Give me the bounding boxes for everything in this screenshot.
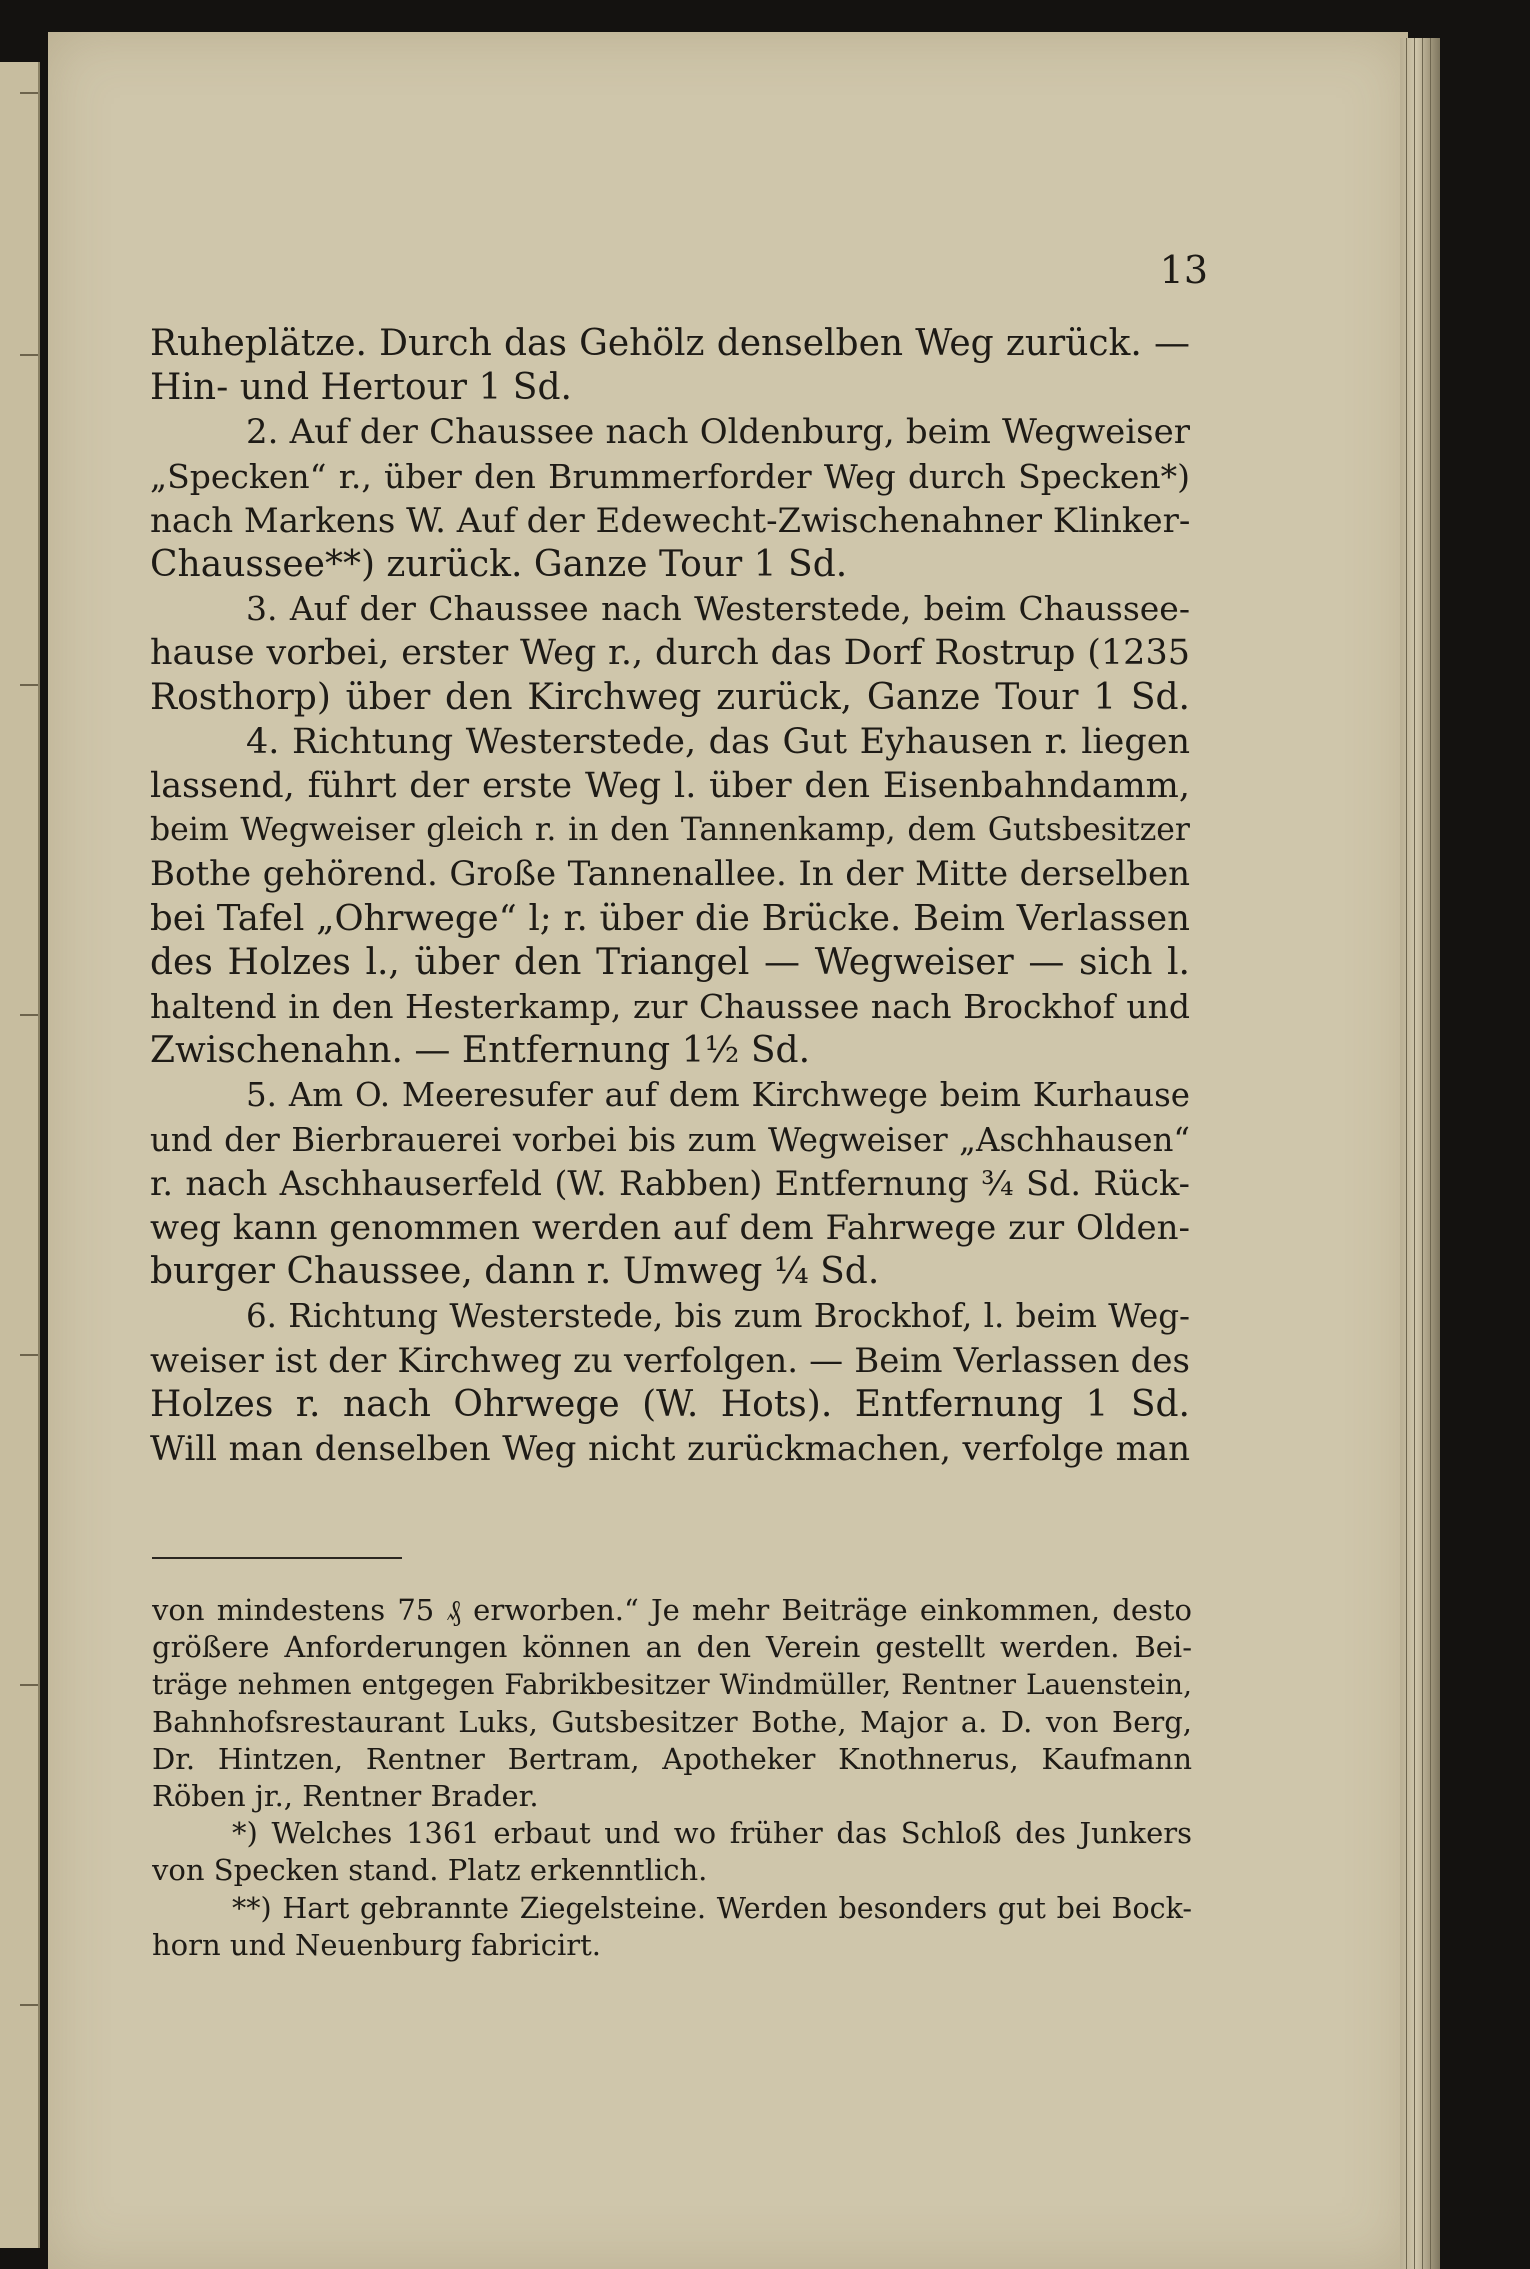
text-line: nach Markens W. Auf der Edewecht-Zwischenahner Klinker- (150, 500, 1190, 541)
binding-tick (20, 1354, 38, 1356)
binding-tick (20, 1014, 38, 1016)
text-line: und der Bierbrauerei vorbei bis zum Wegweiser „Aschhausen“ (150, 1120, 1190, 1159)
text-line: hause vorbei, erster Weg r., durch das Dorf Rostrup (1235 (150, 633, 1190, 674)
text-line: Chaussee**) zurück. Ganze Tour 1 Sd. (150, 544, 848, 586)
text-line: 2. Auf der Chaussee nach Oldenburg, beim Wegweiser (246, 412, 1190, 453)
text-line: r. nach Aschhauserfeld (W. Rabben) Entfernung ¾ Sd. Rück- (150, 1163, 1190, 1203)
footnote-line: horn und Neuenburg fabricirt. (152, 1927, 601, 1962)
body-text (150, 322, 1190, 1471)
footnote-line: von mindestens 75 ₰ erworben.“ Je mehr Beiträge einkommen, desto (152, 1593, 1192, 1627)
text-line: Will man denselben Weg nicht zurückmachen, verfolge man (150, 1429, 1190, 1470)
text-line: des Holzes l., über den Triangel — Wegweiser — sich l. (150, 941, 1190, 983)
text-line: 6. Richtung Westerstede, bis zum Brockhof, l. beim Weg- (246, 1297, 1190, 1336)
text-line: 4. Richtung Westerstede, das Gut Eyhausen r. liegen (246, 721, 1190, 762)
text-line: bei Tafel „Ohrwege“ l; r. über die Brücke. Beim Verlassen (150, 897, 1190, 939)
footnote-line: von Specken stand. Platz erkenntlich. (152, 1853, 708, 1888)
text-line: Holzes r. nach Ohrwege (W. Hots). Entfernung 1 Sd. (150, 1383, 1190, 1425)
text-line: Hin- und Hertour 1 Sd. (150, 367, 572, 409)
text-line: burger Chaussee, dann r. Umweg ¼ Sd. (150, 1251, 880, 1293)
left-page-edge (0, 62, 40, 2248)
text-line: Zwischenahn. — Entfernung 1½ Sd. (150, 1030, 811, 1072)
footnotes (152, 1592, 1192, 1964)
text-line: weiser ist der Kirchweg zu verfolgen. — Beim Verlassen des (150, 1340, 1190, 1381)
binding-tick (20, 2004, 38, 2006)
page-stack-edge (1400, 38, 1440, 2269)
text-line: Bothe gehörend. Große Tannenallee. In der Mitte derselben (150, 854, 1190, 895)
footnote-line: träge nehmen entgegen Fabrikbesitzer Windmüller, Rentner Lauenstein, (152, 1668, 1192, 1702)
text-line: „Specken“ r., über den Brummerforder Weg durch Specken*) (150, 456, 1190, 496)
footnote-line: größere Anforderungen können an den Verein gestellt werden. Bei- (152, 1630, 1192, 1665)
binding-tick (20, 92, 38, 94)
text-line: beim Wegweiser gleich r. in den Tannenkamp, dem Gutsbesitzer (150, 812, 1190, 849)
text-line: 5. Am O. Meeresufer auf dem Kirchwege beim Kurhause (246, 1076, 1190, 1115)
text-line: weg kann genommen werden auf dem Fahrwege zur Olden- (150, 1208, 1190, 1249)
text-line: lassend, führt der erste Weg l. über den Eisenbahndamm, (150, 766, 1190, 807)
binding-tick (20, 684, 38, 686)
binding-tick (20, 354, 38, 356)
footnote-line: Röben jr., Rentner Brader. (152, 1779, 539, 1814)
binding-tick (20, 1684, 38, 1686)
footnote-divider (152, 1557, 402, 1559)
text-line: Rosthorp) über den Kirchweg zurück, Ganze Tour 1 Sd. (150, 676, 1190, 718)
text-line: Ruheplätze. Durch das Gehölz denselben Weg zurück. — (150, 323, 1190, 364)
footnote-line: **) Hart gebrannte Ziegelsteine. Werden besonders gut bei Bock- (232, 1891, 1192, 1925)
page-number: 13 (1159, 248, 1208, 292)
footnote-line: Bahnhofsrestaurant Luks, Gutsbesitzer Bothe, Major a. D. von Berg, (152, 1704, 1192, 1739)
text-line: haltend in den Hesterkamp, zur Chaussee nach Brockhof und (150, 987, 1190, 1027)
footnote-line: Dr. Hintzen, Rentner Bertram, Apotheker Knothnerus, Kaufmann (152, 1741, 1192, 1776)
footnote-line: *) Welches 1361 erbaut und wo früher das Schloß des Junkers (232, 1816, 1192, 1851)
text-line: 3. Auf der Chaussee nach Westerstede, beim Chaussee- (246, 589, 1190, 629)
